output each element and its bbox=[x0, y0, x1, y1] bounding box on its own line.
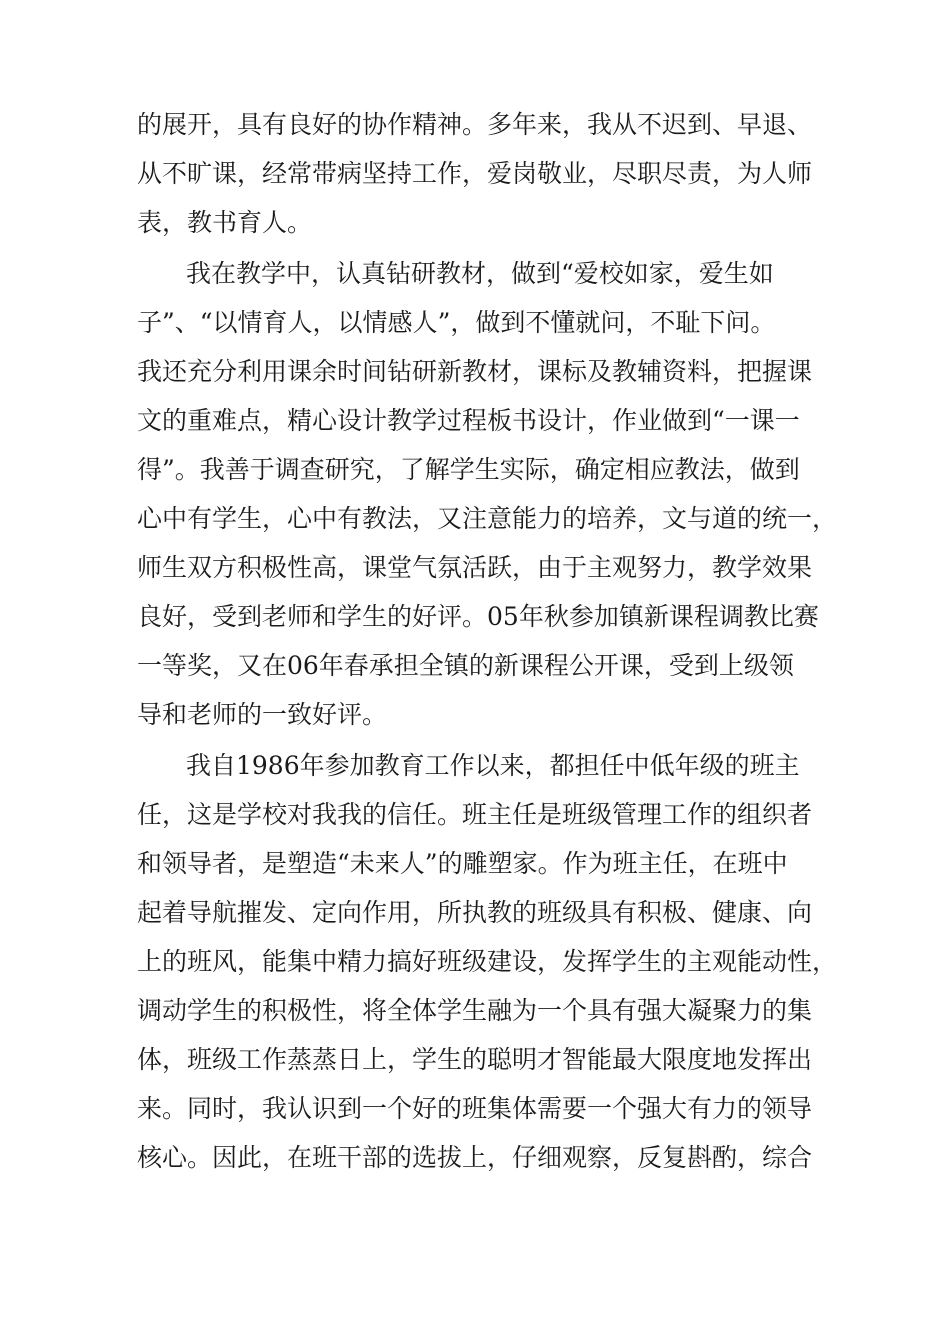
text-line: 来。同时，我认识到一个好的班集体需要一个强大有力的领导 bbox=[137, 1094, 813, 1123]
text-line: 上的班风，能集中精力搞好班级建设，发挥学生的主观能动性， bbox=[137, 947, 838, 976]
text-line: 任，这是学校对我我的信任。班主任是班级管理工作的组织者 bbox=[137, 800, 813, 829]
text-line: 我还充分利用课余时间钻研新教材，课标及教辅资料，把握课 bbox=[137, 357, 813, 386]
text-line: 表，教书育人。 bbox=[137, 208, 313, 237]
text-line: 调动学生的积极性，将全体学生融为一个具有强大凝聚力的集 bbox=[137, 996, 813, 1025]
text-line: 起着导航摧发、定向作用，所执教的班级具有积极、健康、向 bbox=[137, 898, 813, 927]
text-line: 我在教学中，认真钻研教材，做到“爱校如家，爱生如 bbox=[186, 259, 774, 288]
text-line: 核心。因此，在班干部的选拔上，仔细观察，反复斟酌，综合 bbox=[137, 1143, 813, 1172]
text-line: 师生双方积极性高，课堂气氛活跃，由于主观努力，教学效果 bbox=[137, 553, 813, 582]
text-line: 一等奖，又在06年春承担全镇的新课程公开课，受到上级领 bbox=[137, 651, 794, 680]
text-line: 我自1986年参加教育工作以来，都担任中低年级的班主 bbox=[186, 751, 800, 780]
text-line: 从不旷课，经常带病坚持工作，爱岗敬业，尽职尽责，为人师 bbox=[137, 159, 813, 188]
text-line: 体，班级工作蒸蒸日上，学生的聪明才智能最大限度地发挥出 bbox=[137, 1045, 813, 1074]
text-line: 的展开，具有良好的协作精神。多年来，我从不迟到、早退、 bbox=[137, 110, 813, 139]
text-line: 子”、“以情育人，以情感人”，做到不懂就问，不耻下问。 bbox=[137, 308, 776, 337]
text-line: 文的重难点，精心设计教学过程板书设计，作业做到“一课一 bbox=[137, 406, 800, 435]
text-line: 导和老师的一致好评。 bbox=[137, 700, 388, 729]
text-line: 得”。我善于调查研究，了解学生实际，确定相应教法，做到 bbox=[137, 455, 800, 484]
text-line: 良好，受到老师和学生的好评。05年秋参加镇新课程调教比赛 bbox=[137, 602, 819, 631]
text-line: 和领导者，是塑造“未来人”的雕塑家。作为班主任，在班中 bbox=[137, 849, 788, 878]
text-line: 心中有学生，心中有教法，又注意能力的培养，文与道的统一， bbox=[137, 504, 838, 533]
